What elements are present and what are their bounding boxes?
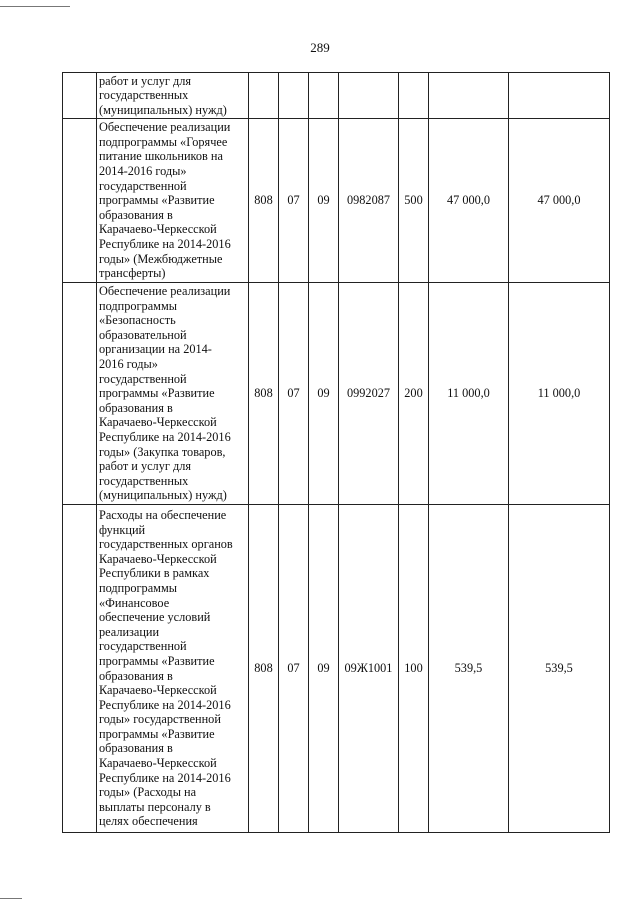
section-code-cell: 07 <box>279 505 309 833</box>
scan-edge-mark-top <box>0 6 70 7</box>
expense-type-cell: 100 <box>399 505 429 833</box>
subsection-code-cell <box>309 73 339 119</box>
section-code-cell: 07 <box>279 119 309 283</box>
ministry-code-cell: 808 <box>249 283 279 505</box>
row-blank-cell <box>63 283 97 505</box>
table-row <box>63 119 610 283</box>
subsection-code-cell: 09 <box>309 505 339 833</box>
amount-2016-cell: 11 000,0 <box>509 283 610 505</box>
budget-table <box>62 72 610 833</box>
table-row <box>63 505 610 833</box>
amount-2015-cell: 47 000,0 <box>429 119 509 283</box>
target-code-cell <box>339 73 399 119</box>
amount-2015-cell <box>429 73 509 119</box>
scan-edge-mark-bottom <box>0 898 22 899</box>
target-code-cell: 0982087 <box>339 119 399 283</box>
amount-2016-cell: 47 000,0 <box>509 119 610 283</box>
page-number: 289 <box>310 40 330 55</box>
table-row <box>63 283 610 505</box>
ministry-code-cell: 808 <box>249 119 279 283</box>
expense-type-cell <box>399 73 429 119</box>
row-blank-cell <box>63 119 97 283</box>
target-code-cell: 0992027 <box>339 283 399 505</box>
amount-2015-cell: 11 000,0 <box>429 283 509 505</box>
ministry-code-cell: 808 <box>249 505 279 833</box>
expense-name-cell: Обеспечение реализации подпрограммы «Безопасность образовательной организации на 2014- 2016 годы» государственной программы «Развитие образования в Карачаево-Черкесской Республике на 2014-2016 годы» (Закупка товаров, работ и услуг для государственных (муниципальных) нужд) <box>97 283 249 505</box>
target-code-cell: 09Ж1001 <box>339 505 399 833</box>
expense-type-cell: 200 <box>399 283 429 505</box>
expense-type-cell: 500 <box>399 119 429 283</box>
expense-name-cell: Расходы на обеспечение функций государственных органов Карачаево-Черкесской Республики в рамках подпрограммы «Финансовое обеспечение условий реализации государственной программы «Развитие образования в Карачаево-Черкесской Республике на 2014-2016 годы» государственной программы «Развитие образования в Карачаево-Черкесской Республике на 2014-2016 годы» (Расходы на выплаты персоналу в целях обеспечения <box>97 505 249 833</box>
expense-name-cell: Обеспечение реализации подпрограммы «Горячее питание школьников на 2014-2016 годы» государственной программы «Развитие образования в Карачаево-Черкесской Республике на 2014-2016 годы» (Межбюджетные трансферты) <box>97 119 249 283</box>
subsection-code-cell: 09 <box>309 119 339 283</box>
section-code-cell: 07 <box>279 283 309 505</box>
row-blank-cell <box>63 505 97 833</box>
expense-name-cell: работ и услуг для государственных (муниципальных) нужд) <box>97 73 249 119</box>
amount-2015-cell: 539,5 <box>429 505 509 833</box>
ministry-code-cell <box>249 73 279 119</box>
section-code-cell <box>279 73 309 119</box>
amount-2016-cell <box>509 73 610 119</box>
subsection-code-cell: 09 <box>309 283 339 505</box>
amount-2016-cell: 539,5 <box>509 505 610 833</box>
row-blank-cell <box>63 73 97 119</box>
table-row <box>63 73 610 119</box>
